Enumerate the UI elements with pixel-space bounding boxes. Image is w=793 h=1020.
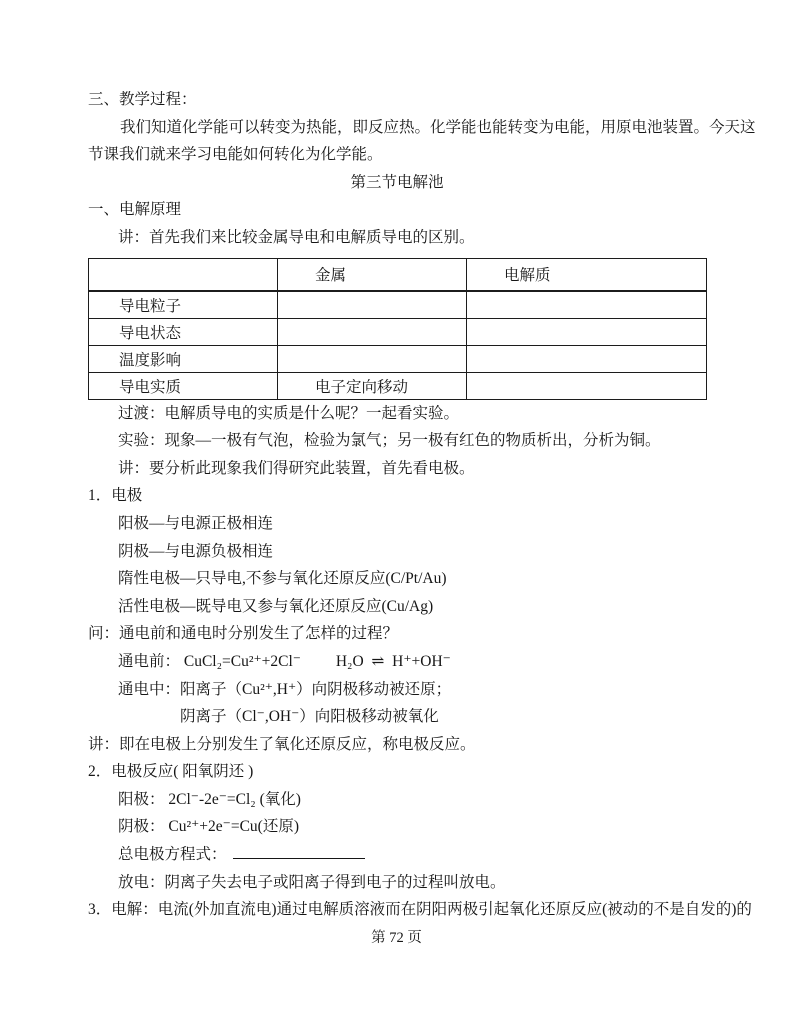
intro-paragraph-line-1: 我们知道化学能可以转变为热能，即反应热。化学能也能转变为电能，用原电池装置。今天这 xyxy=(120,118,756,136)
row-label: 导电状态 xyxy=(89,318,278,345)
experiment-line: 实验：现象—一极有气泡，检验为氯气；另一极有红色的物质析出，分析为铜。 xyxy=(118,432,661,450)
anode-reaction-equation: 阳极： 2Cl⁻-2e⁻=Cl₂ (氧化) xyxy=(118,790,301,808)
compare-intro-line: 讲：首先我们来比较金属导电和电解质导电的区别。 xyxy=(118,228,475,246)
row-electrolyte-cell xyxy=(467,372,707,399)
page-content xyxy=(88,86,756,924)
row-label: 导电粒子 xyxy=(89,291,278,318)
table-row xyxy=(89,372,707,399)
question-line: 问：通电前和通电时分别发生了怎样的过程？ xyxy=(88,625,399,643)
electrode-heading: 1．电极 xyxy=(88,487,143,505)
table-header-electrolyte: 电解质 xyxy=(467,258,707,291)
row-label: 导电实质 xyxy=(89,372,278,399)
analysis-intro-line: 讲：要分析此现象我们得研究此装置，首先看电极。 xyxy=(118,459,475,477)
inert-electrode-definition: 隋性电极—只导电,不参与氧化还原反应(C/Pt/Au) xyxy=(118,570,447,588)
before-current-equations: 通电前： CuCl₂=Cu²⁺+2Cl⁻ H₂O ⇌ H⁺+OH⁻ xyxy=(118,652,451,670)
table-header-row xyxy=(89,258,707,291)
total-equation-line xyxy=(88,841,706,869)
table-row xyxy=(89,291,707,318)
cathode-definition: 阴极—与电源负极相连 xyxy=(118,542,274,560)
row-metal-cell xyxy=(278,345,467,372)
discharge-definition: 放电：阴离子失去电子或阳离子得到电子的过程叫放电。 xyxy=(118,873,506,891)
row-metal-cell: 电子定向移动 xyxy=(278,372,467,399)
active-electrode-definition: 活性电极—既导电又参与氧化还原反应(Cu/Ag) xyxy=(118,597,434,615)
transition-line: 过渡：电解质导电的实质是什么呢？一起看实验。 xyxy=(118,404,460,422)
row-metal-cell xyxy=(278,291,467,318)
table-header-empty-cell xyxy=(89,258,278,291)
teaching-process-heading: 三、教学过程： xyxy=(88,91,197,108)
principle-heading: 一、电解原理 xyxy=(88,201,182,219)
conductivity-compare-table xyxy=(88,258,707,400)
total-equation-blank-underline xyxy=(233,845,365,859)
cathode-reaction-equation: 阴极： Cu²⁺+2e⁻=Cu(还原) xyxy=(118,818,299,836)
row-electrolyte-cell xyxy=(467,318,707,345)
table-header-metal: 金属 xyxy=(278,258,467,291)
row-metal-cell xyxy=(278,318,467,345)
anode-definition: 阳极—与电源正极相连 xyxy=(118,514,274,532)
redox-summary-line: 讲：即在电极上分别发生了氧化还原反应，称电极反应。 xyxy=(88,735,476,753)
intro-paragraph-line-2: 节课我们就来学习电能如何转化为化学能。 xyxy=(88,146,383,164)
during-current-cations: 通电中：阳离子（Cu²⁺,H⁺）向阴极移动被还原； xyxy=(118,680,452,698)
row-electrolyte-cell xyxy=(467,291,707,318)
page-number: 第 72 页 xyxy=(371,930,422,946)
row-label: 温度影响 xyxy=(89,345,278,372)
electrolysis-definition: 3．电解：电流(外加直流电)通过电解质溶液而在阴阳两极引起氧化还原反应(被动的不是自发的)的 xyxy=(88,901,752,919)
chapter-title: 第三节电解池 xyxy=(350,173,444,191)
during-current-anions: 阴离子（Cl⁻,OH⁻）向阳极移动被氧化 xyxy=(180,708,439,726)
table-row xyxy=(89,318,707,345)
row-electrolyte-cell xyxy=(467,345,707,372)
total-equation-label: 总电极方程式： xyxy=(118,846,227,864)
electrode-reaction-heading: 2．电极反应( 阳氧阴还 ) xyxy=(88,763,254,781)
table-row xyxy=(89,345,707,372)
